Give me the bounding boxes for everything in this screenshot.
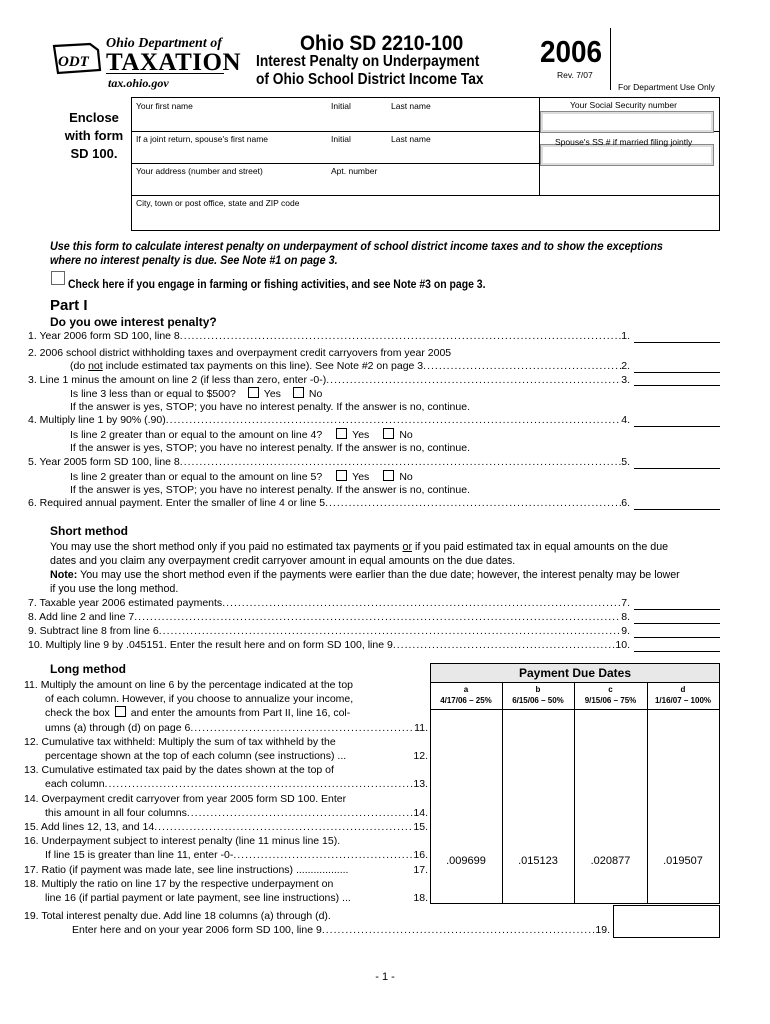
line-19: Enter here and on your year 2006 form SD 100, line 9 ..... 19. <box>72 924 610 936</box>
apt-field[interactable]: Apt. number <box>331 166 378 176</box>
short-method-text: You may use the short method only if you paid no estimated tax payments or if you paid estimated tax in equal amounts on the due dates and you claim any overpayment credit carryover amount in equal amounts on the due dates. Note: You may use the short method even if the payments were earlier than the due date; however, the interest penalty may be lower if you use the long method. <box>50 541 680 595</box>
form-subtitle-2: of Ohio School District Income Tax <box>256 71 484 88</box>
initial-field[interactable]: Initial <box>331 101 351 111</box>
enclose-line2: with form <box>64 128 124 143</box>
address-field[interactable]: Your address (number and street) <box>136 166 263 176</box>
intro-text: Use this form to calculate interest penalty on underpayment of school district income taxes and to show the exceptions where no interest penalty is due. See Note #1 on page 3. <box>50 240 663 267</box>
line-3-yes-checkbox[interactable] <box>248 387 259 398</box>
ohio-logo <box>50 40 104 76</box>
website: tax.ohio.gov <box>108 76 169 90</box>
line-9: 9. Subtract line 8 from line 6 ..... 9. <box>28 625 630 637</box>
col-a-ratio: .009699 <box>446 855 486 867</box>
line-10-input[interactable] <box>634 651 720 652</box>
line-4-question: Is line 2 greater than or equal to the amount on line 4? Yes No <box>70 429 413 441</box>
col-c-ratio: .020877 <box>590 855 631 867</box>
line-5-question: Is line 2 greater than or equal to the amount on line 5? Yes No <box>70 471 413 483</box>
line-5-input[interactable] <box>634 468 720 469</box>
line-3: 3. Line 1 minus the amount on line 2 (if less than zero, enter -0-) ..... 3. <box>28 374 630 386</box>
line-9-input[interactable] <box>634 637 720 638</box>
col-a-date: 4/17/06 – 25% <box>440 696 492 705</box>
line-3-question: Is line 3 less than or equal to $500? Yes No <box>70 388 323 400</box>
line-4-stop: If the answer is yes, STOP; you have no interest penalty. If the answer is no, continue. <box>70 442 470 454</box>
payment-due-dates-table <box>430 663 720 904</box>
annualize-checkbox[interactable] <box>115 706 126 717</box>
line-7-input[interactable] <box>634 609 720 610</box>
col-b-ratio: .015123 <box>518 855 558 867</box>
spouse-initial-field[interactable]: Initial <box>331 134 351 144</box>
line-5-yes-checkbox[interactable] <box>336 470 347 481</box>
line-19-text: 19. Total interest penalty due. Add line 18 columns (a) through (d). <box>24 910 331 922</box>
line-6-input[interactable] <box>634 509 720 510</box>
line-3-input[interactable] <box>634 385 720 386</box>
line-6: 6. Required annual payment. Enter the smaller of line 4 or line 5 ..... 6. <box>28 497 630 509</box>
enclose-line3: SD 100. <box>70 146 118 161</box>
col-a-letter: a <box>463 685 469 694</box>
rev-date: Rev. 7/07 <box>557 70 593 80</box>
page-number: - 1 - <box>375 971 395 983</box>
col-b-date: 6/15/06 – 50% <box>512 696 564 705</box>
line-7: 7. Taxable year 2006 estimated payments ..... 7. <box>28 597 630 609</box>
col-d-letter: d <box>680 685 686 694</box>
dept-line2: TAXATION <box>106 49 242 76</box>
line-1-input[interactable] <box>634 342 720 343</box>
city-field[interactable]: City, town or post office, state and ZIP code <box>136 198 300 208</box>
part1-title: Part I <box>50 297 88 314</box>
col-c-date: 9/15/06 – 75% <box>584 696 637 705</box>
form-subtitle-1: Interest Penalty on Underpayment <box>256 53 480 70</box>
enclose-note <box>56 109 132 163</box>
svg-text:ODT: ODT <box>58 54 89 70</box>
line-3-no-checkbox[interactable] <box>293 387 304 398</box>
farming-checkbox[interactable] <box>51 271 65 285</box>
dept-use-label: For Department Use Only <box>618 82 715 92</box>
form-year: 2006 <box>540 34 603 69</box>
line-8: 8. Add line 2 and line 7 ..... 8. <box>28 611 630 623</box>
line-4-no-checkbox[interactable] <box>383 428 394 439</box>
payment-table-title: Payment Due Dates <box>518 666 632 680</box>
line-2-input[interactable] <box>634 372 720 373</box>
farming-check-label: Check here if you engage in farming or fishing activities, and see Note #3 on page 3. <box>68 278 486 291</box>
spouse-first-name-field[interactable]: If a joint return, spouse's first name <box>136 134 269 144</box>
line-2-text: 2. 2006 school district withholding taxes and overpayment credit carryovers from year 2005 <box>28 347 452 359</box>
line-3-stop: If the answer is yes, STOP; you have no interest penalty. If the answer is no, continue. <box>70 401 470 413</box>
long-method-title: Long method <box>50 662 126 676</box>
col-c-letter: c <box>608 685 613 694</box>
last-name-field[interactable]: Last name <box>391 101 431 111</box>
form-title: Ohio SD 2210-100 <box>300 32 464 55</box>
spouse-ssn-input[interactable] <box>540 144 714 166</box>
line-4-input[interactable] <box>634 426 720 427</box>
line-8-input[interactable] <box>634 623 720 624</box>
line-4-yes-checkbox[interactable] <box>336 428 347 439</box>
ssn-label: Your Social Security number <box>570 100 677 110</box>
col-d-ratio: .019507 <box>663 855 703 867</box>
line-5: 5. Year 2005 form SD 100, line 8 ..... 5. <box>28 456 630 468</box>
part1-question: Do you owe interest penalty? <box>50 315 217 329</box>
line-4: 4. Multiply line 1 by 90% (.90) ..... 4. <box>28 414 630 426</box>
ssn-input[interactable] <box>540 111 714 133</box>
line-5-stop: If the answer is yes, STOP; you have no interest penalty. If the answer is no, continue. <box>70 484 470 496</box>
long-method-lines: 11. Multiply the amount on line 6 by the percentage indicated at the top of each column. However, if you choose to annualize your income, check the box and enter the amounts from Part II, line 16, col- umns (a) through (d) on page 6 ..... 11. 12. Cumulative tax withheld: Multiply the sum of tax withheld by the percentage shown at the top of each column (see instructions) ... 12. 13. Cumulative estimated tax paid by the dates shown at the top of each column ..... 13. 14. Overpayment credit carryover from year 2005 form SD 100. Enter this amount in all four columns ..... 14. 15. Add lines 12, 13, and 14 ..... 15. 16. Underpayment subject to interest penalty (line 11 minus line 15). If line 15 is greater than line 11, enter -0- ..... 16. 17. Ratio (if payment was made late, see line instructions) .................. 17. 18. Multiply the ratio on line 17 by the respective underpayment on line 16 (if partial payment or late payment, see line instructions) ... 18. <box>24 678 428 905</box>
line-10: 10. Multiply line 9 by .045151. Enter the result here and on form SD 100, line 9 ..... 10. <box>28 639 630 651</box>
line-5-no-checkbox[interactable] <box>383 470 394 481</box>
enclose-line1: Enclose <box>69 110 119 125</box>
line-2: (do not include estimated tax payments on this line). See Note #2 on page 3 ..... 2. <box>70 360 630 372</box>
col-d-date: 1/16/07 – 100% <box>654 696 712 705</box>
dept-line1: Ohio Department of <box>106 36 222 51</box>
dept-underline <box>106 73 224 74</box>
header-divider <box>610 28 611 90</box>
short-method-title: Short method <box>50 524 128 538</box>
spouse-ssn-label: Spouse's SS # if married filing jointly <box>555 137 693 147</box>
col-b-letter: b <box>535 685 541 694</box>
first-name-field[interactable]: Your first name <box>136 101 193 111</box>
spouse-last-name-field[interactable]: Last name <box>391 134 431 144</box>
line-1: 1. Year 2006 form SD 100, line 8 ..... 1. <box>28 330 630 342</box>
line-19-input[interactable] <box>613 905 720 938</box>
